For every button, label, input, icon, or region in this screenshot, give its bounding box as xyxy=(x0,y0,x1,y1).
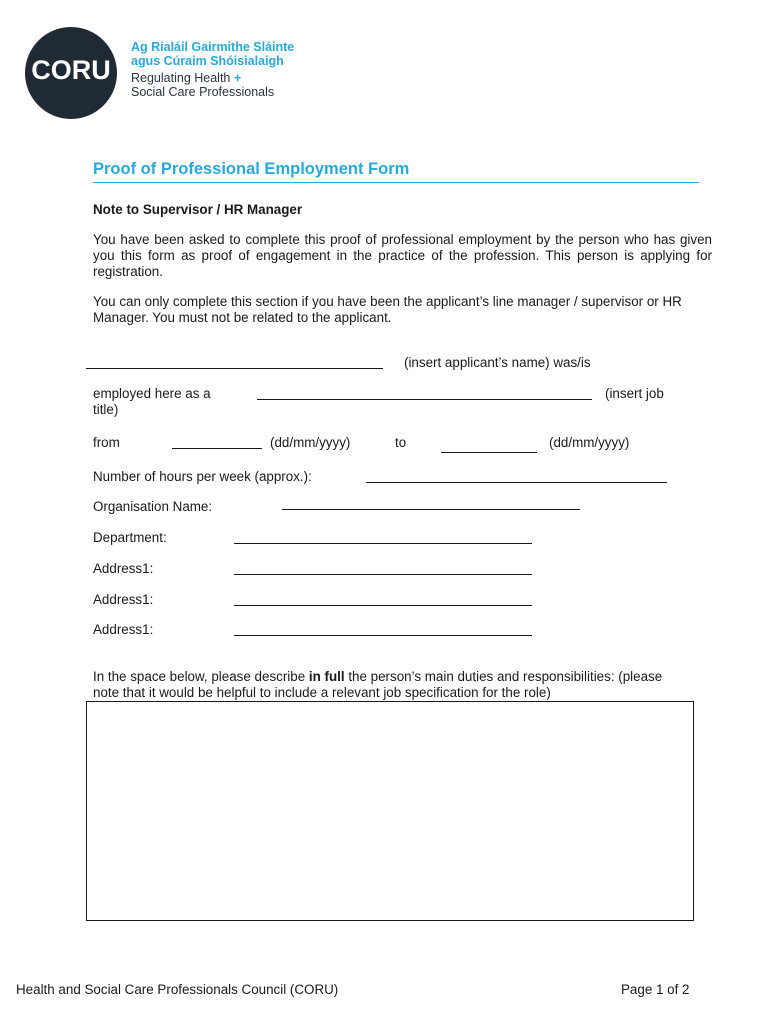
address-label-1: Address1: xyxy=(93,561,154,576)
address-label-3: Address1: xyxy=(93,622,154,637)
organisation-label: Organisation Name: xyxy=(93,499,213,514)
from-label: from xyxy=(93,435,120,450)
tagline-irish-2: agus Cúraim Shóisialaigh xyxy=(131,54,284,68)
applicant-name-suffix: (insert applicant’s name) was/is xyxy=(404,355,591,370)
address-field-3[interactable] xyxy=(234,635,532,636)
employed-suffix: (insert job xyxy=(605,386,664,401)
duties-instructions xyxy=(93,669,713,684)
title-divider xyxy=(93,182,699,183)
tagline-english-1-text: Regulating Health xyxy=(131,71,231,85)
page-number: Page 1 of 2 xyxy=(621,982,690,997)
to-date-format: (dd/mm/yyyy) xyxy=(549,435,630,450)
to-date-field[interactable] xyxy=(441,452,537,453)
eligibility-paragraph: You can only complete this section if you have been the applicant’s line manager / supervisor or HR Manager. You must not be related to the applicant. xyxy=(93,294,682,325)
address-field-2[interactable] xyxy=(234,605,532,606)
applicant-name-field[interactable] xyxy=(86,368,383,369)
hours-field[interactable] xyxy=(366,482,667,483)
employed-prefix: employed here as a xyxy=(93,386,211,401)
duties-instructions-line2: note that it would be helpful to include a relevant job specification for the role) xyxy=(93,685,551,700)
department-field[interactable] xyxy=(234,543,532,544)
coru-logo xyxy=(25,27,117,119)
duties-text-bold: in full xyxy=(308,669,345,684)
employed-suffix-cont: title) xyxy=(93,402,119,417)
duties-textarea[interactable] xyxy=(86,701,694,921)
hours-label: Number of hours per week (approx.): xyxy=(93,469,312,484)
from-date-format: (dd/mm/yyyy) xyxy=(270,435,351,450)
note-heading: Note to Supervisor / HR Manager xyxy=(93,202,303,217)
organisation-field[interactable] xyxy=(282,509,580,510)
tagline-english-2: Social Care Professionals xyxy=(131,85,275,99)
department-label: Department: xyxy=(93,530,167,545)
duties-text-post: the person’s main duties and responsibilities: (please xyxy=(344,669,663,684)
tagline-irish-1: Ag Rialáil Gairmithe Sláinte xyxy=(131,40,295,54)
logo-brand: CORU xyxy=(31,55,111,85)
page-title: Proof of Professional Employment Form xyxy=(93,160,410,178)
to-label: to xyxy=(395,435,407,450)
from-date-field[interactable] xyxy=(172,448,262,449)
address-field-1[interactable] xyxy=(234,574,532,575)
tagline-plus: + xyxy=(233,71,242,85)
duties-text-pre: In the space below, please describe xyxy=(93,669,309,684)
job-title-field[interactable] xyxy=(257,399,592,400)
address-label-2: Address1: xyxy=(93,592,154,607)
tagline-english-1 xyxy=(131,71,241,85)
intro-paragraph: You have been asked to complete this proof of professional employment by the person who has given you this form as proof of engagement in the practice of the profession. This person is applying for registration. xyxy=(93,232,712,279)
footer-organisation: Health and Social Care Professionals Council (CORU) xyxy=(16,982,339,997)
